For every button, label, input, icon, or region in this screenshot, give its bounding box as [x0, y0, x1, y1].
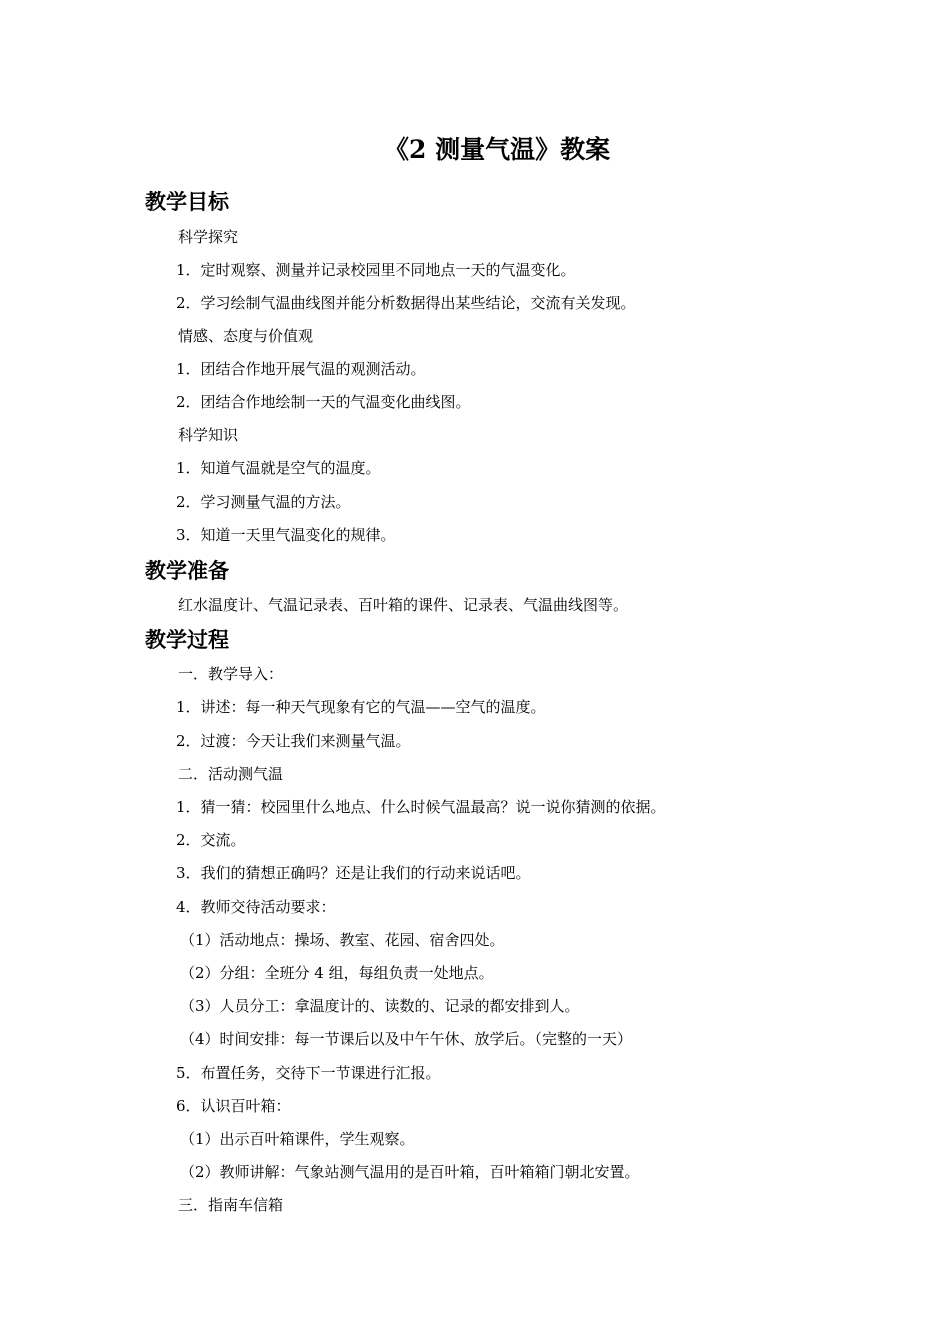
prep-text: 红水温度计、气温记录表、百叶箱的课件、记录表、气温曲线图等。	[178, 596, 629, 614]
sub-list-item: （1）活动地点：操场、教室、花园、宿舍四处。	[180, 931, 505, 949]
list-item: 2．过渡：今天让我们来测量气温。	[176, 732, 411, 750]
list-item: 1．猜一猜：校园里什么地点、什么时候气温最高？说一说你猜测的依据。	[176, 798, 666, 816]
subheading-inquiry: 科学探究	[178, 228, 239, 246]
subheading-attitude: 情感、态度与价值观	[178, 327, 314, 345]
document-title: 《2 测量气温》教案	[384, 135, 611, 164]
sub-list-item: （2）教师讲解：气象站测气温用的是百叶箱，百叶箱箱门朝北安置。	[180, 1163, 640, 1181]
list-item: 1．定时观察、测量并记录校园里不同地点一天的气温变化。	[176, 261, 576, 279]
list-item: 1．讲述：每一种天气现象有它的气温——空气的温度。	[176, 698, 546, 716]
list-item: 1．团结合作地开展气温的观测活动。	[176, 360, 426, 378]
sub-list-item: （4）时间安排：每一节课后以及中午午休、放学后。（完整的一天）	[180, 1030, 633, 1048]
list-item: 6．认识百叶箱：	[176, 1097, 291, 1115]
list-item: 2．学习测量气温的方法。	[176, 493, 351, 511]
part-heading-intro: 一．教学导入：	[178, 665, 284, 683]
list-item: 3．我们的猜想正确吗？还是让我们的行动来说话吧。	[176, 864, 531, 882]
part-heading-mailbox: 三．指南车信箱	[178, 1196, 284, 1214]
list-item: 4．教师交待活动要求：	[176, 898, 336, 916]
list-item: 5．布置任务，交待下一节课进行汇报。	[176, 1064, 441, 1082]
list-item: 2．学习绘制气温曲线图并能分析数据得出某些结论，交流有关发现。	[176, 294, 636, 312]
sub-list-item: （2）分组：全班分 4 组，每组负责一处地点。	[180, 964, 494, 982]
section-heading-process: 教学过程	[145, 628, 229, 652]
section-heading-goals: 教学目标	[145, 190, 229, 214]
list-item: 1．知道气温就是空气的温度。	[176, 459, 381, 477]
part-heading-activity: 二．活动测气温	[178, 765, 284, 783]
sub-list-item: （3）人员分工：拿温度计的、读数的、记录的都安排到人。	[180, 997, 580, 1015]
list-item: 2．团结合作地绘制一天的气温变化曲线图。	[176, 393, 471, 411]
list-item: 2．交流。	[176, 831, 246, 849]
sub-list-item: （1）出示百叶箱课件，学生观察。	[180, 1130, 415, 1148]
list-item: 3．知道一天里气温变化的规律。	[176, 526, 396, 544]
subheading-knowledge: 科学知识	[178, 426, 239, 444]
section-heading-prep: 教学准备	[145, 559, 229, 583]
